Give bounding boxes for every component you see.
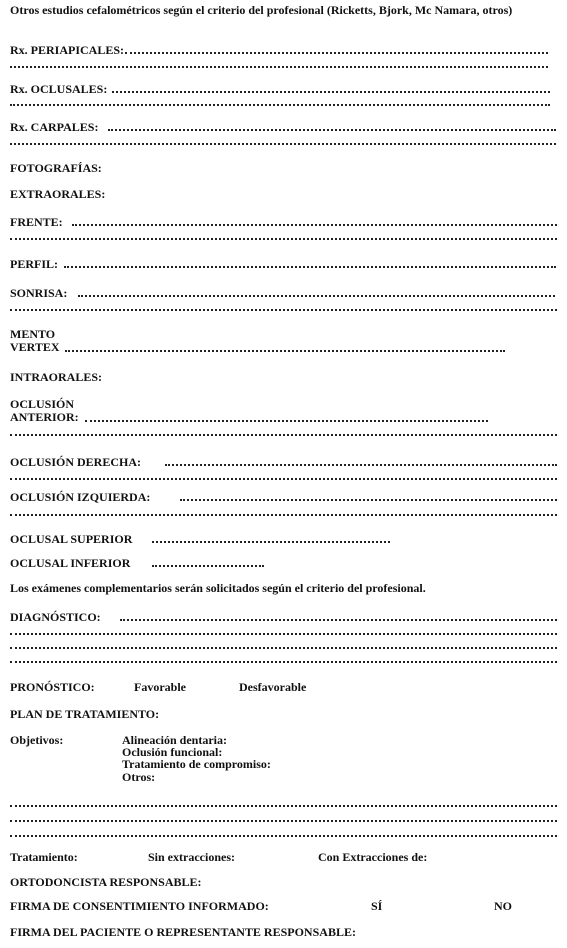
rx-periapicales-line[interactable] [125,52,548,54]
rx-carpales-line-2[interactable] [10,143,556,145]
oclusal-inferior-label: OCLUSAL INFERIOR [10,556,131,570]
frente-line[interactable] [72,224,557,226]
tratamiento-label: Tratamiento: [10,850,78,864]
diagnostico-line[interactable] [120,619,557,621]
rx-carpales-line[interactable] [108,129,556,131]
oclusal-superior-line[interactable] [152,541,390,543]
objetivo-tratamiento-compromiso: Tratamiento de compromiso: [122,757,271,771]
anterior-line[interactable] [85,420,488,422]
con-extracciones-option[interactable]: Con Extracciones de: [318,850,428,864]
intraorales-heading: INTRAORALES: [10,370,103,384]
perfil-label: PERFIL: [10,257,58,271]
firma-consentimiento-label: FIRMA DE CONSENTIMIENTO INFORMADO: [10,899,269,913]
oclusion-derecha-line-2[interactable] [10,478,557,480]
anterior-label: ANTERIOR: [10,410,79,424]
rx-periapicales-line-2[interactable] [10,66,548,68]
plan-line-1[interactable] [10,805,557,807]
oclusion-label: OCLUSIÓN [10,397,75,411]
frente-line-2[interactable] [10,238,557,240]
favorable-option[interactable]: Favorable [134,680,186,694]
rx-carpales-label: Rx. CARPALES: [10,120,99,134]
intro-text: Otros estudios cefalométricos según el criterio del profesional (Ricketts, Bjork, Mc Namara, otros) [10,3,513,17]
oclusal-superior-label: OCLUSAL SUPERIOR [10,532,133,546]
objetivos-label: Objetivos: [10,733,64,747]
perfil-line[interactable] [64,266,556,268]
pronostico-label: PRONÓSTICO: [10,680,95,694]
sonrisa-line[interactable] [78,295,555,297]
sin-extracciones-option[interactable]: Sin extracciones: [148,850,235,864]
frente-label: FRENTE: [10,215,63,229]
objetivo-oclusion-funcional: Oclusión funcional: [122,745,223,759]
rx-oclusales-line-2[interactable] [10,104,550,106]
oclusal-inferior-line[interactable] [152,565,264,567]
objetivo-alineacion: Alineación dentaria: [122,733,227,747]
oclusion-izquierda-line[interactable] [180,499,557,501]
rx-oclusales-label: Rx. OCLUSALES: [10,82,108,96]
no-option[interactable]: NO [494,899,512,913]
diagnostico-line-3[interactable] [10,647,557,649]
vertex-label: VERTEX [10,340,60,354]
sonrisa-label: SONRISA: [10,286,68,300]
vertex-line[interactable] [65,350,505,352]
desfavorable-option[interactable]: Desfavorable [239,680,307,694]
diagnostico-line-4[interactable] [10,661,557,663]
si-option[interactable]: SÍ [371,899,383,913]
examenes-note: Los exámenes complementarios serán solicitados según el criterio del profesional. [10,581,426,595]
firma-paciente-label: FIRMA DEL PACIENTE O REPRESENTANTE RESPONSABLE: [10,925,356,939]
diagnostico-line-2[interactable] [10,633,557,635]
diagnostico-label: DIAGNÓSTICO: [10,610,101,624]
extraorales-heading: EXTRAORALES: [10,187,106,201]
fotografias-heading: FOTOGRAFÍAS: [10,161,102,175]
rx-oclusales-line[interactable] [112,91,550,93]
oclusion-izquierda-line-2[interactable] [10,514,557,516]
anterior-line-2[interactable] [10,434,557,436]
plan-line-3[interactable] [10,835,557,837]
mento-label: MENTO [10,327,56,341]
oclusion-derecha-line[interactable] [165,464,557,466]
objetivo-otros: Otros: [122,770,156,784]
ortodoncista-label: ORTODONCISTA RESPONSABLE: [10,875,202,889]
oclusion-derecha-label: OCLUSIÓN DERECHA: [10,455,142,469]
plan-tratamiento-heading: PLAN DE TRATAMIENTO: [10,707,160,721]
rx-periapicales-label: Rx. PERIAPICALES: [10,43,125,57]
oclusion-izquierda-label: OCLUSIÓN IZQUIERDA: [10,490,151,504]
plan-line-2[interactable] [10,820,557,822]
sonrisa-line-2[interactable] [10,309,557,311]
